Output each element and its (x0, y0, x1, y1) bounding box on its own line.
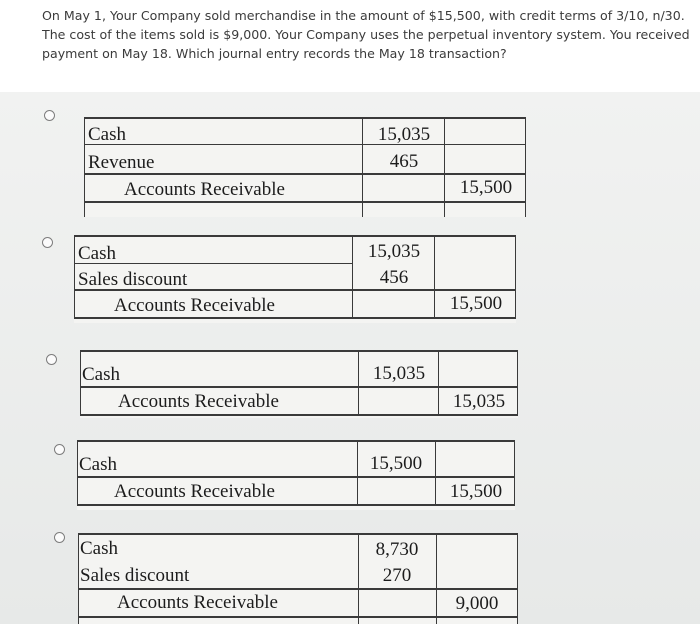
account-name: Accounts Receivable (114, 295, 275, 316)
account-name: Cash (78, 243, 116, 264)
answer-option-5[interactable] (0, 522, 700, 624)
question-line: On May 1, Your Company sold merchandise in the amount of $15,500, with credit terms of 3/10, n/30. (42, 8, 685, 23)
credit-amount: 15,500 (459, 177, 513, 198)
debit-amount: 456 (379, 267, 409, 288)
answer-options (0, 92, 700, 624)
answer-option-1[interactable] (0, 92, 700, 222)
radio-button-option-1[interactable] (44, 110, 55, 121)
journal-entry-table (74, 235, 516, 323)
journal-entry-table (84, 117, 526, 217)
radio-button-option-2[interactable] (42, 237, 53, 248)
answer-option-2[interactable] (0, 227, 700, 337)
answer-option-3[interactable] (0, 342, 700, 432)
radio-button-option-4[interactable] (54, 444, 65, 455)
account-name: Accounts Receivable (124, 179, 285, 200)
question-line: The cost of the items sold is $9,000. Your Company uses the perpetual inventory system. You received (42, 27, 690, 42)
question-text (0, 0, 700, 92)
radio-button-option-3[interactable] (46, 354, 57, 365)
debit-amount: 270 (382, 565, 412, 586)
journal-entry-table (80, 350, 518, 418)
credit-amount: 15,500 (449, 481, 503, 502)
account-name: Accounts Receivable (114, 481, 275, 502)
journal-entry-table (78, 533, 518, 624)
account-name: Sales discount (78, 269, 188, 290)
account-name: Cash (79, 454, 117, 475)
answer-option-4[interactable] (0, 434, 700, 524)
credit-amount: 15,500 (449, 293, 503, 314)
credit-amount: 9,000 (455, 593, 499, 614)
debit-amount: 8,730 (375, 539, 419, 560)
account-name: Accounts Receivable (117, 592, 278, 613)
debit-amount: 465 (389, 151, 419, 172)
journal-entry-table (77, 440, 515, 510)
radio-button-option-5[interactable] (54, 532, 65, 543)
account-name: Sales discount (80, 565, 190, 586)
debit-amount: 15,035 (372, 363, 426, 384)
account-name: Accounts Receivable (118, 391, 279, 412)
debit-amount: 15,500 (369, 453, 423, 474)
question-line: payment on May 18. Which journal entry records the May 18 transaction? (42, 46, 507, 61)
account-name: Cash (82, 364, 120, 385)
debit-amount: 15,035 (377, 124, 431, 145)
credit-amount: 15,035 (452, 391, 506, 412)
account-name: Cash (88, 124, 126, 145)
account-name: Cash (80, 538, 118, 559)
account-name: Revenue (88, 152, 155, 173)
debit-amount: 15,035 (367, 241, 421, 262)
